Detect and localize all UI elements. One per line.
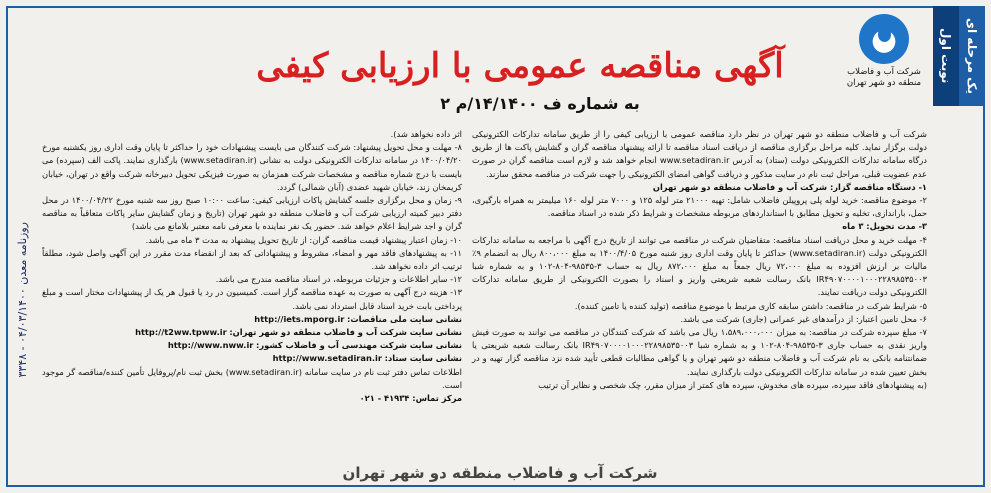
item-7: ۷- مبلغ سپرده شرکت در مناقصه: به میزان ۱،۵۸۹،۰۰۰،۰۰۰ ریال می باشد که شرکت کنندگان در مناقصه می توانند به صورت فیش واریز نقدی به حساب جاری ۳-۹۸۵۳۵-۸۰۴-۱۰۲ و به شماره شبا IR۴۹۰۷۰۰۰۰۱۰۰۰۲۲۸۹۸۵۳۵۰۰۳ بانک رسالت شعبه شریعتی یا ضمانتنامه بانکی به نام شرکت آب و فاضلاب منطقه دو شهر تهران و یا گواهی مطالبات قطعی تأیید شده نزد مناقصه گزار تهیه و در بخش تعیین شده در سامانه تدارکات الکترونیکی دولت بارگذاری نمایند. <box>472 327 927 377</box>
site-label: نشانی سایت ستاد: <box>384 353 462 364</box>
one-stage-label: یک مرحله ای <box>965 18 979 94</box>
site-link[interactable]: http://t2ww.tpww.ir <box>135 327 227 338</box>
item-8: ۸- مهلت و محل تحویل پیشنهاد: شرکت کنندگان می بایست پیشنهادات خود را حداکثر تا پایان وقت اداری روز یکشنبه مورخ ۱۴۰۰/۰۴/۲۰ در سامانه تدارکات الکترونیکی دولت به نشانی (www.setadiran.ir) بارگذاری نمایند. پاکت الف (سپرده) می بایست با درج شماره مناقصه و مشخصات شرکت همزمان به صورت فیزیکی تحویل دبیرخانه شرکت واقع در تهران، خیابان کریمخان زند، خیابان شهید عضدی (آبان شمالی) گردد. <box>42 142 462 192</box>
newspaper-date: روزنامه معدن ۰۴/۰۳/۱۴۰۰ - ۳۳۴۸ <box>15 222 29 378</box>
first-turn-badge <box>933 6 959 106</box>
site-link[interactable]: http://iets.mporg.ir <box>254 313 345 324</box>
footer-company: شرکت آب و فاضلاب منطقه دو شهر تهران <box>342 464 658 482</box>
logo-line2: منطقه دو شهر تهران <box>846 78 922 88</box>
site-row <box>42 339 462 352</box>
item-13: ۱۳- هزینه درج آگهی به صورت به عهده مناقصه گزار است. کمیسیون در رد یا قبول هر یک از پیشنهادات مختار است و مبلغ پرداختی بابت خرید اسناد قابل استرداد نمی باشد. <box>42 287 462 311</box>
intro-paragraph: شرکت آب و فاضلاب منطقه دو شهر تهران در نظر دارد مناقصه عمومی با ارزیابی کیفی را از طریق سامانه تدارکات الکترونیکی دولت برگزار نماید. کلیه مراحل برگزاری مناقصه از دریافت اسناد مناقصه تا ارائه پیشنهاد مناقصه گران و گشایش پاکت ها از طریق درگاه سامانه تدارکات الکترونیکی دولت (ستاد) به آدرس www.setadiran.ir انجام خواهد شد و لازم است مناقصه گران در صورت عدم عضویت قبلی، مراحل ثبت نام در سایت مذکور و دریافت گواهی امضای الکترونیکی را جهت شرکت در مناقصه محقق سازند. <box>472 129 927 179</box>
note-continued: اثر داده نخواهد شد). <box>390 129 462 139</box>
site-row <box>42 352 462 365</box>
item-1: ۱- دستگاه مناقصه گزار: شرکت آب و فاضلاب منطقه دو شهر تهران <box>652 181 927 192</box>
site-row <box>42 326 462 339</box>
newspaper-strip <box>8 120 36 480</box>
logo-text <box>839 67 929 89</box>
item-10: ۱۰- زمان اعتبار پیشنهاد قیمت مناقصه گران: از تاریخ تحویل پیشنهاد به مدت ۳ ماه می باشد. <box>145 234 462 245</box>
item-4: ۴- مهلت خرید و محل دریافت اسناد مناقصه: متقاضیان شرکت در مناقصه می توانند از تاریخ درج آگهی با مراجعه به سامانه تدارکات الکترونیکی دولت (www.setadiran.ir) حداکثر تا پایان وقت اداری روز شنبه مورخ ۱۴۰۰/۴/۰۵ به مبلغ ۸۰۰،۰۰۰ ریال به انضمام ۹٪ مالیات بر ارزش افزوده به مبلغ ۷۲،۰۰۰ ریال جمعاً به مبلغ ۸۷۲،۰۰۰ ریال به حساب ۳-۹۸۵۳۵-۸۰۴-۱۰۲ و به شماره شبا IR۴۹۰۷۰۰۰۰۱۰۰۰۲۲۸۹۸۵۳۵۰۰۳ بانک رسالت شعبه شریعتی واریز و اسناد را بصورت الکترونیکی از طریق سامانه تدارکات الکترونیکی دولت دریافت نمایند. <box>472 234 928 298</box>
site-label: نشانی سایت شرکت مهندسی آب و فاضلاب کشور: <box>256 340 462 351</box>
item-6: ۶- محل تامین اعتبار: از درآمدهای غیر عمرانی (جاری) شرکت می باشد. <box>680 313 927 324</box>
ad-subtitle: به شماره ف ۱۴/۱۴۰۰/م ۲ <box>440 94 640 113</box>
item-5: ۵- شرایط شرکت در مناقصه: داشتن سابقه کاری مرتبط با موضوع مناقصه (تولید کننده یا تامین کننده). <box>574 300 927 311</box>
first-turn-label: نوبت اول <box>939 28 953 84</box>
site-label: نشانی سایت ملی مناقصات: <box>347 313 462 324</box>
site-label: نشانی سایت شرکت آب و فاضلاب منطقه دو شهر تهران: <box>229 327 462 338</box>
item-3: ۳- مدت تحویل: ۳ ماه <box>842 221 927 232</box>
one-stage-badge <box>959 6 985 106</box>
item-11: ۱۱- به پیشنهادهای فاقد مهر و امضاء، مشروط و پیشنهاداتی که بعد از انقضاء مدت مقرر در این آگهی واصل شود، مطلقاً ترتیب اثر داده نخواهد شد. <box>42 247 462 272</box>
left-column <box>42 128 462 405</box>
water-drop-icon <box>859 14 909 64</box>
item-9: ۹- زمان و محل برگزاری جلسه گشایش پاکات ارزیابی کیفی: ساعت ۱۰:۰۰ صبح روز سه شنبه مورخ ۱۴۰۰/۰۴/۲۲ در محل دفتر دبیر کمیته ارزیابی شرکت آب و فاضلاب منطقه دو شهر تهران (تاریخ و زمان گشایش سایر پاکات متعاقباً به مناقصه گران و اجد شرایط اعلام خواهد شد. حضور یک نفر نماینده با معرفی نامه معتبر بلامانع می باشد) <box>42 195 462 232</box>
item-7-note: (به پیشنهادهای فاقد سپرده، سپرده های مخدوش، سپرده های کمتر از میزان مقرر، چک شخصی و نظایر آن ترتیب <box>538 379 927 390</box>
site-link[interactable]: http://www.nww.ir <box>167 340 254 351</box>
item-12: ۱۲- سایر اطلاعات و جزئیات مربوطه، در اسناد مناقصه مندرج می باشد. <box>215 274 462 285</box>
site-row <box>42 313 462 326</box>
site-link[interactable]: http://www.setadiran.ir <box>272 353 382 364</box>
company-logo <box>839 14 929 89</box>
right-column <box>472 128 927 392</box>
item-2: ۲- موضوع مناقصه: خرید لوله پلی پروپیلن فاضلاب شامل: تهیه ۲۱۰۰۰ متر لوله ۱۲۵ و ۷۰۰۰ متر لوله ۱۶۰ میلیمتر به همراه بارگیری، حمل، باراندازی، تخلیه و تحویل مطابق با استانداردهای مربوطه مشخصات و شرایط ذکر شده در اسناد مناقصه. <box>472 195 927 219</box>
ad-title: آگهی مناقصه عمومی با ارزیابی کیفی <box>256 46 784 86</box>
call-center: مرکز تماس: ۴۱۹۳۴ - ۰۲۱ <box>359 393 462 404</box>
contact-info: اطلاعات تماس دفتر ثبت نام در سایت سامانه (www.setadiran.ir) بخش ثبت نام/پروفایل تأمین کننده/مناقصه گر موجود است. <box>42 366 462 390</box>
side-band <box>933 6 985 106</box>
logo-line1: شرکت آب و فاضلاب <box>847 67 921 77</box>
